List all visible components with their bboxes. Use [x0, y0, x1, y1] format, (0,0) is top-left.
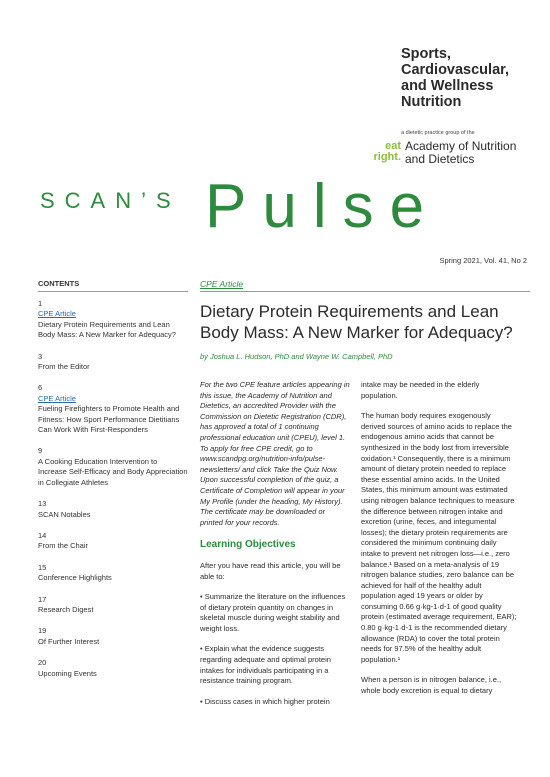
scans-masthead: SCAN’S: [40, 188, 181, 213]
toc-item[interactable]: 14 From the Chair: [38, 530, 89, 551]
toc-link[interactable]: CPE Article: [38, 393, 76, 403]
body-paragraph: The human body requires exogenously derived sources of amino acids to replace the endogenous amino acids that cannot be synthesized in the body lost from irreversible oxidation.¹ Consequently, there is a minimum amount of dietary protein needed to replace these essential amino acids. In the United States, this minimum amount was estimated using nitrogen balance techniques to measure the difference between nitrogen intake and excretion (urine, feces, and integumental losses); the dietary protein requirements are considered the minimum continuing daily intake to prevent net nitrogen loss—i.e., zero balance.¹ Based on a meta-analysis of 19 nitrogen balance studies, zero balance can be achieved for half of the healthy adult population aged 19 years or older by consuming 0.66 g·kg-1·d-1 of good quality protein (estimated average requirement, EAR); 0.80 g·kg-1·d-1 is the recommended dietary allowance (RDA) to cover the total protein needs for 97.5% of the healthy adult population.¹: [361, 411, 517, 664]
article-column-2: [361, 380, 517, 707]
eat-right-logo: eat right.: [373, 140, 401, 163]
body-paragraph: When a person is in nitrogen balance, i.e., whole body excretion is equal to dietary: [361, 675, 502, 696]
body-paragraph: intake may be needed in the elderly population.: [361, 380, 480, 400]
contents-rule: [38, 291, 188, 292]
article-column-1: [200, 380, 350, 717]
toc-item[interactable]: 3 From the Editor: [38, 351, 90, 372]
contents-heading: CONTENTS: [38, 279, 80, 288]
toc-item[interactable]: 13 SCAN Notables: [38, 499, 91, 519]
toc-item[interactable]: 20 Upcoming Events: [38, 658, 97, 678]
toc-link[interactable]: CPE Article: [38, 309, 76, 319]
toc-item[interactable]: 1 CPE Article Dietary Protein Requirements and Lean Body Mass: A New Marker for Adequacy?: [38, 299, 188, 341]
article-byline: by Joshua L. Hudson, PhD and Wayne W. Campbell, PhD: [200, 352, 393, 361]
toc-item[interactable]: 6 CPE Article Fueling Firefighters to Promote Health and Fitness: How Sport Performance Dietitians Can Work With First-Responders: [38, 383, 188, 435]
table-of-contents: [38, 299, 188, 690]
objective-item: • Discuss cases in which higher protein: [200, 696, 330, 706]
section-rule: [200, 291, 530, 292]
organization-name: Sports, Cardiovascular, and Wellness Nutrition: [401, 46, 509, 110]
toc-item[interactable]: 15 Conference Highlights: [38, 562, 112, 583]
cpe-intro: For the two CPE feature articles appearing in this issue, the Academy of Nutrition and Dietetics, an accredited Provider with the Commission on Dietetic Registration (CDR), has approved a total of 1 continuing professional education unit (CPEU), level 1. To apply for free CPE credit, go to www.scandpg.org/nutrition-info/pulse-newsletters/ and click Take the Quiz Now. Upon successful completion of the quiz, a Certificate of Completion will appear in your My Profile (under the heading, My History). The certificate may be downloaded or printed for your records.: [200, 380, 350, 527]
pulse-masthead: Pulse: [205, 172, 441, 241]
objectives-heading: Learning Objectives: [200, 539, 296, 551]
article-title: Dietary Protein Requirements and Lean Body Mass: A New Marker for Adequacy?: [200, 302, 513, 342]
objectives-intro: After you have read this article, you will be able to:: [200, 560, 341, 581]
objective-item: • Summarize the literature on the influences of dietary protein quantity on changes in skeletal muscle during weight stability and weight loss.: [200, 592, 346, 633]
toc-item[interactable]: 17 Research Digest: [38, 594, 94, 614]
section-label: CPE Article: [200, 279, 244, 289]
organization-subtitle: a dietetic practice group of the: [401, 130, 475, 136]
toc-item[interactable]: 19 Of Further Interest: [38, 626, 100, 646]
toc-item[interactable]: 9 A Cooking Education Intervention to Increase Self-Efficacy and Body Appreciation in Collegiate Athletes: [38, 446, 188, 487]
academy-name: Academy of Nutrition and Dietetics: [405, 139, 517, 166]
issue-info: Spring 2021, Vol. 41, No 2: [439, 256, 527, 265]
objective-item: • Explain what the evidence suggests regarding adequate and optimal protein intakes for individuals participating in a resistance training program.: [200, 644, 331, 686]
